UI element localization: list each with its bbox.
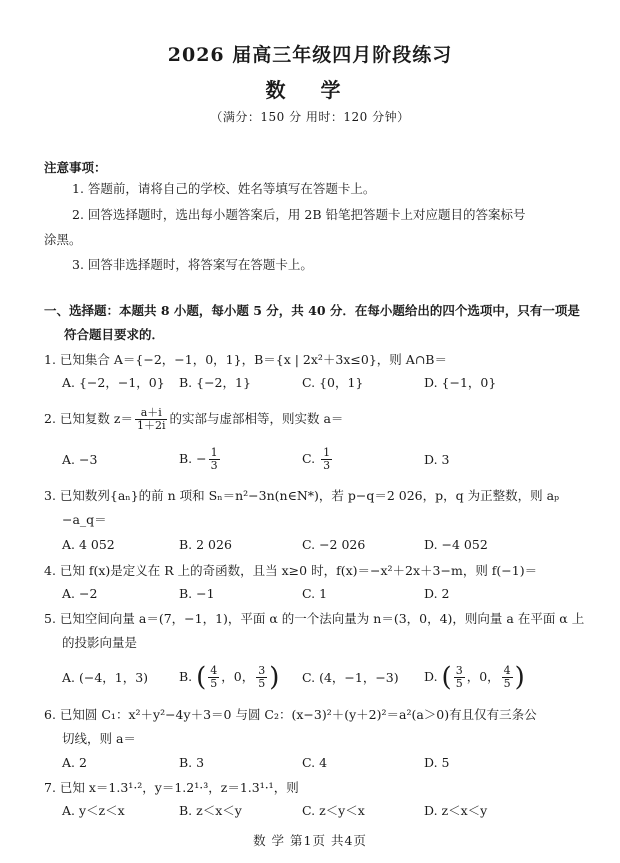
q2-option-b (179, 444, 222, 474)
q2-b-den: 3 (210, 459, 218, 472)
q3-option-b: B. 2 026 (179, 537, 232, 552)
q5-b-frac2 (256, 665, 267, 690)
q5-option-a: A. (−4，1，3) (62, 670, 149, 685)
q1-option-b: B. {−2，1} (179, 375, 251, 390)
q2-stem-post: 的实部与虚部相等，则实数 a＝ (169, 411, 344, 426)
q2-option-b-label: B. − (179, 451, 207, 466)
q7-option-c: C. z＜y＜x (302, 803, 365, 818)
question-3-stem-cont: −a_q＝ (62, 512, 107, 527)
vec-mid: ，0， (466, 669, 500, 684)
question-4-stem: 4. 已知 f(x)是定义在 R 上的奇函数，且当 x≥0 时，f(x)＝−x²＋2x＋3−m，则 f(−1)＝ (44, 563, 538, 578)
note-item: 2. 回答选择题时，选出每小题答案后，用 2B 铅笔把答题卡上对应题目的答案标号 (72, 207, 526, 222)
q2-c-den: 3 (323, 459, 331, 472)
q6-option-c: C. 4 (302, 755, 328, 770)
q2-b-num: 1 (210, 446, 218, 459)
q6-option-b: B. 3 (179, 755, 205, 770)
paren-left: ( (441, 662, 452, 693)
q1-option-c: C. {0，1} (302, 375, 364, 390)
q4-option-b: B. −1 (179, 586, 215, 601)
q2-option-c (302, 444, 334, 474)
q3-option-a: A. 4 052 (62, 537, 115, 552)
q7-option-a: A. y＜z＜x (62, 803, 125, 818)
question-5-stem-cont: 的投影向量是 (62, 635, 138, 650)
q2-stem-pre: 2. 已知复数 z＝ (44, 411, 133, 426)
q2-option-b-frac (209, 447, 220, 472)
question-6-stem-cont: 切线，则 a＝ (62, 731, 136, 746)
vec-mid: ，0， (221, 669, 255, 684)
q7-option-d: D. z＜x＜y (424, 803, 488, 818)
q4-option-a: A. −2 (62, 586, 98, 601)
q2-option-d: D. 3 (424, 452, 450, 467)
frac-num: 4 (210, 664, 218, 677)
paren-left: ( (196, 662, 207, 693)
paren-right: ) (269, 662, 280, 693)
q5-option-b (179, 661, 279, 693)
q4-option-d: D. 2 (424, 586, 450, 601)
q2-fraction (135, 407, 168, 432)
exam-meta: （满分：150 分 用时：120 分钟） (210, 110, 410, 124)
question-1-stem: 1. 已知集合 A＝{−2，−1，0，1}，B＝{x | 2x²＋3x≤0}，则 A∩B＝ (44, 352, 447, 367)
question-7-stem: 7. 已知 x＝1.3¹·²，y＝1.2¹·³，z＝1.3¹·¹，则 (44, 780, 299, 795)
q3-option-c: C. −2 026 (302, 537, 366, 552)
question-3-stem: 3. 已知数列{aₙ}的前 n 项和 Sₙ＝n²−3n(n∈N*)，若 p−q＝2 026，p，q 为正整数，则 aₚ (44, 488, 560, 503)
q5-b-frac1 (208, 665, 219, 690)
q1-option-a: A. {−2，−1，0} (62, 375, 165, 390)
question-2-stem (44, 404, 343, 434)
q2-frac-den: 1＋2i (136, 419, 166, 432)
frac-den: 5 (455, 677, 463, 690)
frac-num: 4 (503, 664, 511, 677)
section-heading: 一、选择题：本题共 8 小题，每小题 5 分，共 40 分．在每小题给出的四个选项中，只有一项是 (44, 303, 580, 318)
question-6-stem: 6. 已知圆 C₁：x²＋y²−4y＋3＝0 与圆 C₂：(x−3)²＋(y＋2)²＝a²(a＞0)有且仅有三条公 (44, 707, 537, 722)
q4-option-c: C. 1 (302, 586, 328, 601)
frac-num: 3 (258, 664, 266, 677)
page-footer: 数 学 第1页 共4页 (253, 833, 367, 848)
frac-den: 5 (258, 677, 266, 690)
q2-option-c-frac (321, 447, 332, 472)
q6-option-a: A. 2 (62, 755, 87, 770)
q6-option-d: D. 5 (424, 755, 450, 770)
q1-option-d: D. {−1，0} (424, 375, 497, 390)
q2-c-num: 1 (323, 446, 331, 459)
q5-option-d (424, 661, 525, 693)
q5-option-c: C. (4，−1，−3) (302, 670, 399, 685)
frac-den: 5 (503, 677, 511, 690)
q2-option-a: A. −3 (62, 452, 98, 467)
q3-option-d: D. −4 052 (424, 537, 488, 552)
q2-option-c-label: C. (302, 451, 320, 466)
note-item: 1. 答题前，请将自己的学校、姓名等填写在答题卡上。 (72, 181, 376, 196)
q7-option-b: B. z＜x＜y (179, 803, 242, 818)
section-heading-cont: 符合题目要求的． (64, 327, 165, 342)
q5-d-frac2 (502, 665, 513, 690)
q5-option-d-label: D. (424, 669, 442, 684)
frac-num: 3 (455, 664, 463, 677)
notes-heading: 注意事项： (44, 160, 107, 175)
frac-den: 5 (210, 677, 218, 690)
paren-right: ) (514, 662, 525, 693)
note-item: 涂黑。 (44, 232, 82, 247)
q5-d-frac1 (454, 665, 465, 690)
subject-title: 数 学 (265, 78, 355, 102)
question-5-stem: 5. 已知空间向量 a＝(7，−1，1)，平面 α 的一个法向量为 n＝(3，0，4)，则向量 a 在平面 α 上 (44, 611, 585, 626)
q5-option-b-label: B. (179, 669, 197, 684)
note-item: 3. 回答非选择题时，将答案写在答题卡上。 (72, 257, 313, 272)
exam-title: 2026 届高三年级四月阶段练习 (167, 44, 453, 66)
q2-frac-num: a＋i (135, 407, 168, 420)
